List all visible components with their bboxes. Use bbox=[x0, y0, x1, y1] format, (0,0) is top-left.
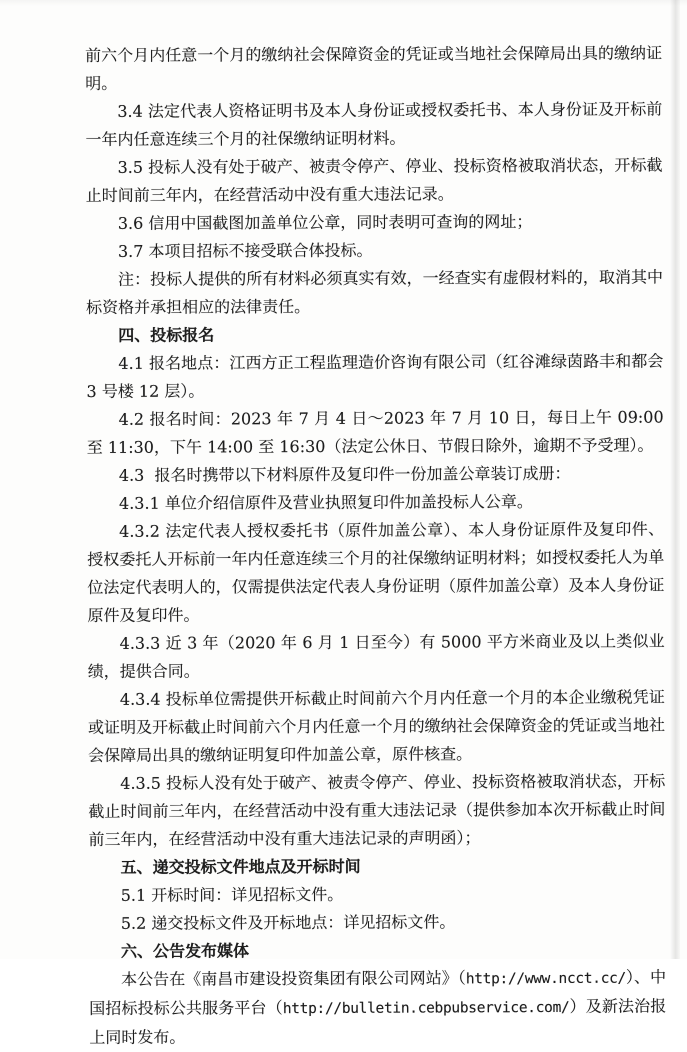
paragraph-continuation: 前六个月内任意一个月的缴纳社会保障资金的凭证或当地社会保障局出具的缴纳证明。 bbox=[85, 43, 663, 93]
clause-5-2: 5.2 递交投标文件及开标地点：详见招标文件。 bbox=[120, 912, 456, 933]
clause-4-3-3: 4.3.3 近 3 年（2020 年 6 月 1 日至今）有 5000 平方米商业及以上类似业绩，提供合同。 bbox=[87, 631, 665, 681]
scan-top-shadow bbox=[0, 0, 687, 6]
clause-3-5: 3.5 投标人没有处于破产、被责令停产、停业、投标资格被取消状态，开标截止时间前三年内，在经营活动中没有重大违法记录。 bbox=[85, 155, 663, 205]
section-heading-6: 六、公告发布媒体 bbox=[120, 941, 250, 961]
document-body bbox=[85, 39, 666, 1052]
clause-3-7: 3.7 本项目招标不接受联合体投标。 bbox=[117, 240, 373, 261]
website-url-cebpubservice: http://bulletin.cebpubservice.com/ bbox=[282, 999, 570, 1018]
note-paragraph: 注：投标人提供的所有材料必须真实有效，一经查实有虚假材料的，取消其中标资格并承担相应的法律责任。 bbox=[86, 267, 664, 317]
publication-notice-text: 本公告在《南昌市建设投资集团有限公司网站》（ bbox=[121, 968, 466, 989]
clause-4-3-4: 4.3.4 投标单位需提供开标截止时间前六个月内任意一个月的本企业缴税凭证或证明及开标截止时间前六个月内任意一个月的缴纳社会保障资金的凭证或当地社会保障局出具的缴纳证明复印件加盖公章，原件核查。 bbox=[87, 687, 666, 765]
clause-3-4: 3.4 法定代表人资格证明书及本人身份证或授权委托书、本人身份证及开标前一年内任意连续三个月的社保缴纳证明材料。 bbox=[85, 99, 663, 149]
clause-4-3-2: 4.3.2 法定代表人授权委托书（原件加盖公章）、本人身份证原件及复印件、授权委托人开标前一年内任意连续三个月的社保缴纳证明材料；如授权委托人为单位法定代表明人的，仅需提供法定代表人身份证明（原件加盖公章）及本人身份证原件及复印件。 bbox=[87, 519, 665, 625]
publication-notice bbox=[89, 963, 666, 1052]
clause-4-3-1: 4.3.1 单位介绍信原件及营业执照复印件加盖投标人公章。 bbox=[118, 492, 533, 513]
publication-notice-text: ）及新法治报上同时发布。 bbox=[89, 996, 667, 1047]
clause-4-2: 4.2 报名时间：2023 年 7 月 4 日～2023 年 7 月 10 日，每日上午 09:00 至 11:30，下午 14:00 至 16:30（法定公休日、节假日除外，逾期不予受理）。 bbox=[86, 407, 664, 457]
clause-5-1: 5.1 开标时间：详见招标文件。 bbox=[120, 884, 344, 905]
section-heading-5: 五、递交投标文件地点及开标时间 bbox=[120, 856, 361, 877]
clause-4-1: 4.1 报名地点：江西方正工程监理造价咨询有限公司（红谷滩绿茵路丰和都会 3 号楼 12 层）。 bbox=[86, 351, 664, 401]
clause-4-3-5: 4.3.5 投标人没有处于破产、被责令停产、停业、投标资格被取消状态，开标截止时间前三年内，在经营活动中没有重大违法记录（提供参加本次开标截止时间前三年内，在经营活动中没有重大违法记录的声明函）； bbox=[88, 771, 666, 849]
publication-notice-text: ）、中国招标投标公共服务平台（ bbox=[89, 967, 667, 1018]
clause-4-3: 4.3 报名时携带以下材料原件及复印件一份加盖公章装订成册： bbox=[118, 463, 571, 485]
clause-3-6: 3.6 信用中国截图加盖单位公章，同时表明可查询的网址； bbox=[117, 212, 533, 233]
section-heading-4: 四、投标报名 bbox=[118, 325, 215, 345]
scan-right-edge-shadow bbox=[670, 0, 680, 959]
website-url-ncct: http://www.ncct.cc/ bbox=[465, 970, 627, 988]
